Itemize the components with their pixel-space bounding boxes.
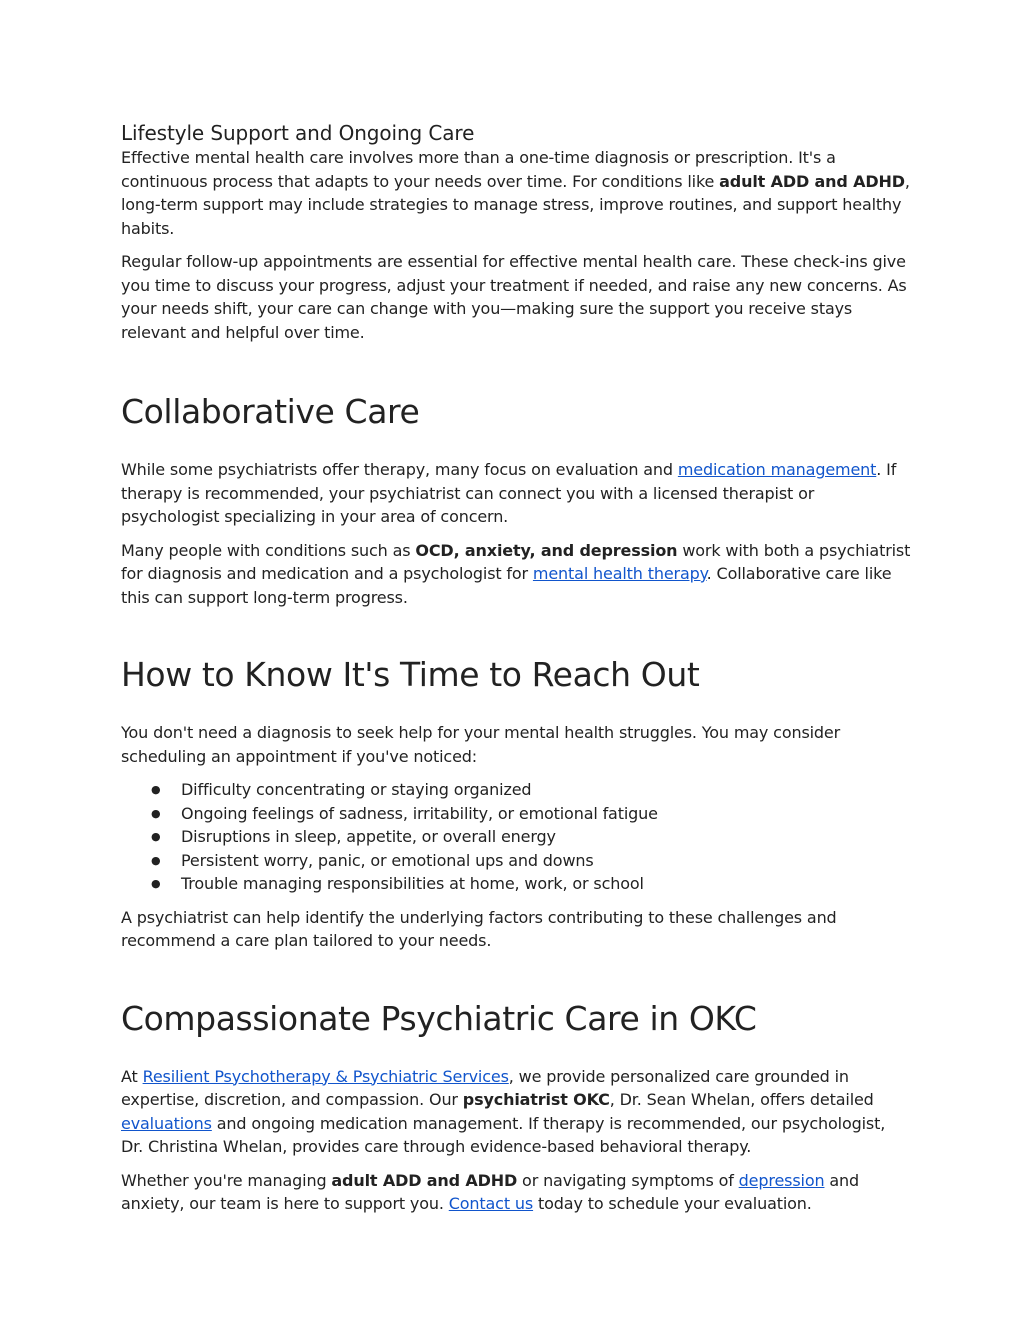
text-span: work with both a psychiatrist for diagnosis and medication and a psychologist for (121, 540, 911, 583)
section-heading-compassionate-care: Compassionate Psychiatric Care in OKC (121, 998, 757, 1038)
link-depression[interactable]: depression (738, 1170, 825, 1190)
text-span: today to schedule your evaluation. (533, 1194, 812, 1213)
link-contact-us[interactable]: Contact us (448, 1194, 534, 1213)
section-heading-reach-out: How to Know It's Time to Reach Out (121, 655, 700, 694)
text-span: . Collaborative care like this can support long-term progress. (121, 564, 892, 607)
symptom-list (121, 778, 911, 896)
link-evaluations[interactable]: evaluations (121, 1113, 212, 1133)
text-span: Effective mental health care involves more than a one-time diagnosis or prescription. It's a continuous process that adapts to your needs over time. For conditions like (121, 148, 836, 191)
text-span: At (121, 1066, 143, 1086)
paragraph (121, 539, 911, 610)
link-mental-health-therapy[interactable]: mental health therapy (532, 564, 707, 583)
link-resilient-psychotherapy[interactable]: Resilient Psychotherapy & Psychiatric Services (142, 1066, 509, 1086)
paragraph: A psychiatrist can help identify the underlying factors contributing to these challenges and recommend a care plan tailored to your needs. (121, 907, 837, 950)
text-span: , long-term support may include strategies to manage stress, improve routines, and support healthy habits. (121, 171, 910, 238)
text-span: and ongoing medication management. If therapy is recommended, our psychologist, Dr. Christina Whelan, provides care through evidence-based behavioral therapy. (121, 1113, 886, 1156)
section-heading-collaborative-care: Collaborative Care (121, 392, 420, 431)
text-span: and anxiety, our team is here to support you. (121, 1170, 860, 1213)
paragraph: Regular follow-up appointments are essential for effective mental health care. These check-ins give you time to discuss your progress, adjust your treatment if needed, and raise any new concerns. As your needs shift, your care can change with you—making sure the support you receive stays relevant and helpful over time. (121, 252, 907, 342)
bullet-icon: ● (151, 830, 161, 843)
list-item-text: Difficulty concentrating or staying organized (181, 780, 532, 799)
list-item (151, 825, 911, 849)
text-span: Many people with conditions such as (121, 540, 416, 560)
bullet-icon: ● (151, 877, 161, 890)
bullet-icon: ● (151, 853, 161, 867)
list-item-text: Ongoing feelings of sadness, irritability, or emotional fatigue (181, 803, 658, 823)
list-item (151, 778, 911, 802)
section-heading-lifestyle: Lifestyle Support and Ongoing Care (121, 121, 475, 145)
link-medication-management[interactable]: medication management (677, 460, 877, 479)
bullet-icon: ● (151, 783, 161, 796)
list-item-text: Persistent worry, panic, or emotional ups and downs (181, 850, 594, 870)
list-item-text: Trouble managing responsibilities at home, work, or school (181, 874, 644, 893)
text-span: While some psychiatrists offer therapy, many focus on evaluation and (121, 460, 678, 479)
text-span: Whether you're managing (121, 1170, 332, 1190)
list-item-text: Disruptions in sleep, appetite, or overall energy (181, 827, 556, 846)
paragraph: You don't need a diagnosis to seek help for your mental health struggles. You may consider scheduling an appointment if you've noticed: (121, 723, 841, 766)
text-span: , we provide personalized care grounded in expertise, discretion, and compassion. Our (121, 1066, 849, 1109)
bold-text: OCD, anxiety, and depression (415, 540, 678, 560)
text-span: , Dr. Sean Whelan, offers detailed (609, 1090, 874, 1109)
list-item (151, 849, 911, 873)
bold-text: psychiatrist OKC (462, 1090, 610, 1109)
bullet-icon: ● (151, 806, 161, 820)
list-item (151, 802, 911, 826)
paragraph (121, 1169, 911, 1216)
bold-text: adult ADD and ADHD (331, 1170, 518, 1190)
paragraph (121, 458, 911, 529)
list-item (151, 872, 911, 896)
document-page (121, 121, 911, 1216)
bold-text: adult ADD and ADHD (719, 171, 905, 191)
text-span: or navigating symptoms of (517, 1170, 739, 1190)
text-span: . If therapy is recommended, your psychiatrist can connect you with a licensed therapist or psychologist specializing in your area of concern. (121, 460, 897, 526)
paragraph (121, 146, 911, 240)
paragraph (121, 1065, 911, 1159)
